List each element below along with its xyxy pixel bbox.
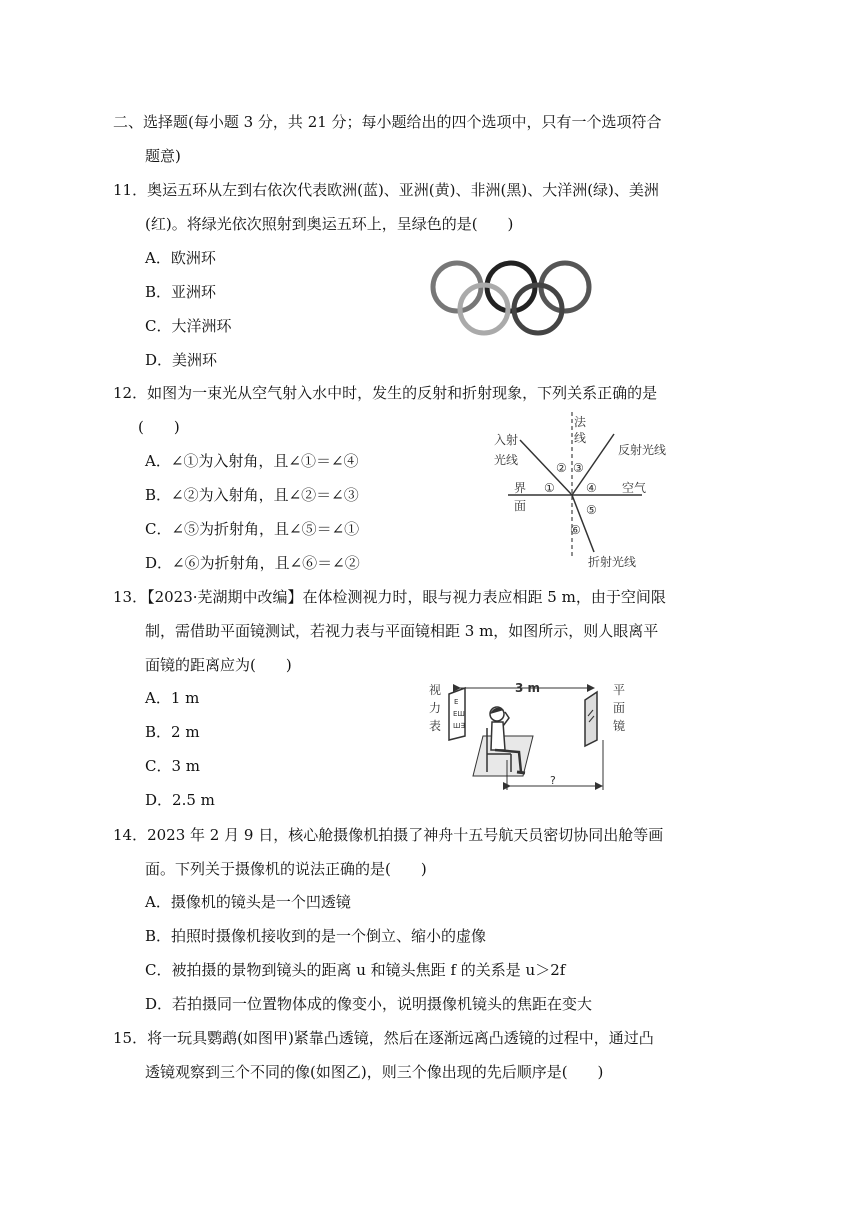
q12-stem-line2: ( ) bbox=[138, 418, 180, 436]
label-unknown: ? bbox=[550, 774, 556, 787]
q11-stem-line2: (红)。将绿光依次照射到奥运五环上，呈绿色的是( ) bbox=[145, 215, 514, 233]
q11-option-a[interactable]: A．欧洲环 bbox=[145, 249, 216, 267]
label-mirror-2: 面 bbox=[613, 701, 626, 715]
section-heading-line2: 题意) bbox=[145, 147, 181, 165]
label-incident-2: 光线 bbox=[494, 453, 519, 467]
svg-text:E: E bbox=[454, 698, 459, 706]
angle-1: ① bbox=[544, 481, 555, 495]
q11-stem-line1: 11．奥运五环从左到右依次代表欧洲(蓝)、亚洲(黄)、非洲(黑)、大洋洲(绿)、美洲 bbox=[113, 181, 659, 199]
q14-option-a[interactable]: A．摄像机的镜头是一个凹透镜 bbox=[145, 893, 351, 911]
q13-option-b[interactable]: B．2 m bbox=[145, 723, 200, 741]
q12-option-a[interactable]: A．∠①为入射角，且∠①＝∠④ bbox=[145, 452, 359, 470]
angle-3: ③ bbox=[573, 461, 584, 475]
q15-stem-line2: 透镜观察到三个不同的像(如图乙)，则三个像出现的先后顺序是( ) bbox=[145, 1063, 604, 1081]
angle-5: ⑤ bbox=[586, 503, 597, 517]
label-reflected: 反射光线 bbox=[618, 443, 667, 457]
q13-option-a[interactable]: A．1 m bbox=[145, 689, 200, 707]
label-mirror-1: 平 bbox=[613, 683, 626, 697]
label-air: 空气 bbox=[622, 481, 647, 495]
q12-option-c[interactable]: C．∠⑤为折射角，且∠⑤＝∠① bbox=[145, 520, 360, 538]
q13-option-d[interactable]: D．2.5 m bbox=[145, 791, 215, 809]
label-normal-1: 法 bbox=[574, 415, 587, 429]
q11-option-d[interactable]: D．美洲环 bbox=[145, 351, 218, 369]
label-incident-1: 入射 bbox=[494, 433, 519, 447]
angle-2: ② bbox=[556, 461, 567, 475]
q13-stem-line1: 13．【2023·芜湖期中改编】在体检测视力时，眼与视力表应相距 5 m，由于空间限 bbox=[113, 588, 666, 606]
q13-option-c[interactable]: C．3 m bbox=[145, 757, 201, 775]
angle-6: ⑥ bbox=[570, 523, 581, 537]
refraction-figure bbox=[490, 410, 690, 570]
q14-stem-line2: 面。下列关于摄像机的说法正确的是( ) bbox=[145, 860, 427, 878]
label-chart-2: 力 bbox=[429, 701, 442, 715]
olympic-rings-figure bbox=[425, 255, 597, 337]
q14-option-b[interactable]: B．拍照时摄像机接收到的是一个倒立、缩小的虚像 bbox=[145, 927, 487, 945]
q14-stem-line1: 14．2023 年 2 月 9 日，核心舱摄像机拍摄了神舟十五号航天员密切协同出舱等画 bbox=[113, 826, 664, 844]
q14-option-c[interactable]: C．被拍摄的景物到镜头的距离 u 和镜头焦距 f 的关系是 u＞2f bbox=[145, 961, 566, 979]
q13-stem-line2: 制，需借助平面镜测试，若视力表与平面镜相距 3 m，如图所示，则人眼离平 bbox=[145, 622, 659, 640]
q12-option-b[interactable]: B．∠②为入射角，且∠②＝∠③ bbox=[145, 486, 359, 504]
label-interface-1: 界 bbox=[514, 481, 527, 495]
q12-stem-line1: 12．如图为一束光从空气射入水中时，发生的反射和折射现象，下列关系正确的是 bbox=[113, 384, 658, 402]
label-refracted: 折射光线 bbox=[588, 555, 637, 569]
q12-option-d[interactable]: D．∠⑥为折射角，且∠⑥＝∠② bbox=[145, 554, 360, 572]
label-mirror-3: 镜 bbox=[613, 719, 626, 733]
section-heading-line1: 二、选择题(每小题 3 分，共 21 分；每小题给出的四个选项中，只有一个选项符合 bbox=[113, 113, 662, 131]
q14-option-d[interactable]: D．若拍摄同一位置物体成的像变小，说明摄像机镜头的焦距在变大 bbox=[145, 995, 593, 1013]
q15-stem-line1: 15．将一玩具鹦鹉(如图甲)紧靠凸透镜，然后在逐渐远离凸透镜的过程中，通过凸 bbox=[113, 1029, 654, 1047]
label-interface-2: 面 bbox=[514, 499, 527, 513]
label-chart-1: 视 bbox=[429, 683, 442, 697]
eye-test-figure bbox=[425, 680, 630, 792]
q13-stem-line3: 面镜的距离应为( ) bbox=[145, 656, 292, 674]
person-body bbox=[491, 722, 505, 750]
label-chart-3: 表 bbox=[429, 719, 442, 733]
angle-4: ④ bbox=[586, 481, 597, 495]
q11-option-b[interactable]: B．亚洲环 bbox=[145, 283, 217, 301]
svg-text:ЕШ: ЕШ bbox=[453, 710, 465, 718]
q11-option-c[interactable]: C．大洋洲环 bbox=[145, 317, 232, 335]
svg-text:Ш∃: Ш∃ bbox=[453, 722, 465, 730]
label-distance: 3 m bbox=[515, 681, 541, 695]
label-normal-2: 线 bbox=[574, 431, 587, 445]
